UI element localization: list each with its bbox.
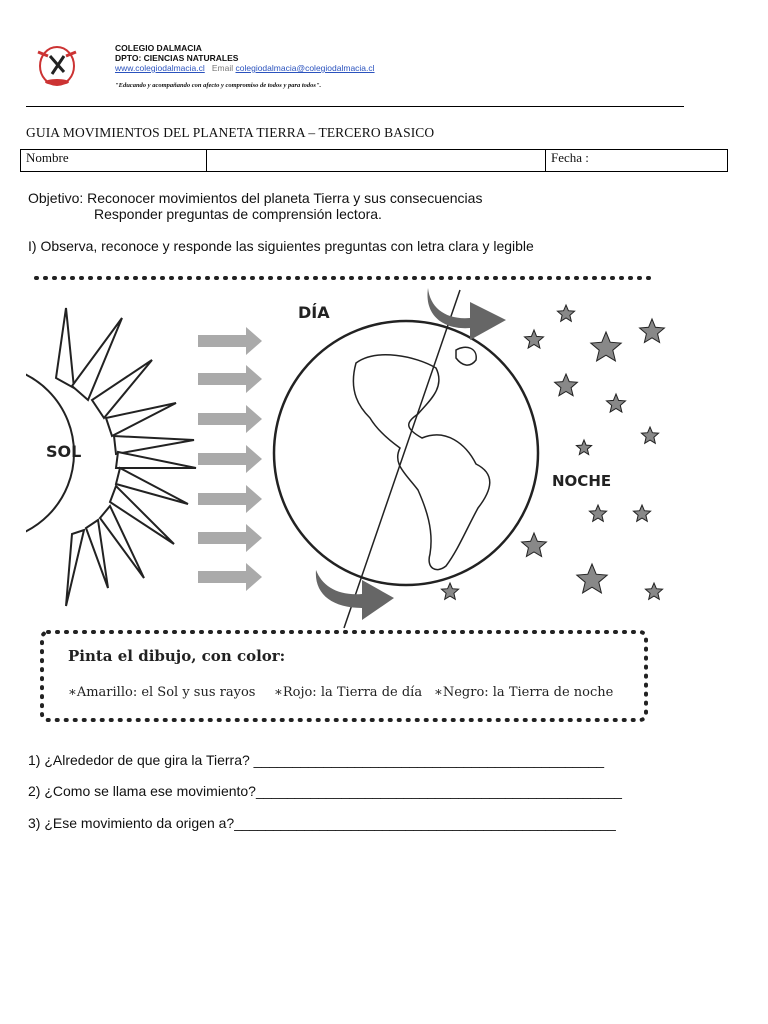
- date-field[interactable]: Fecha :: [546, 150, 728, 172]
- star-icon: [589, 505, 606, 521]
- star-icon: [640, 319, 665, 343]
- school-header: [115, 43, 375, 73]
- star-icon: [555, 374, 578, 396]
- light-arrows: [198, 327, 262, 591]
- page-title: GUIA MOVIMIENTOS DEL PLANETA TIERRA – TERCERO BASICO: [26, 125, 435, 140]
- sun-label: SOL: [46, 442, 82, 461]
- star-icon: [607, 394, 626, 412]
- objective-line-1: Objetivo: Reconocer movimientos del planeta Tierra y sus consecuencias: [28, 190, 483, 206]
- website-link[interactable]: www.colegiodalmacia.cl: [115, 63, 205, 73]
- question-1[interactable]: 1) ¿Alrededor de que gira la Tierra? _____________________________________________: [28, 752, 605, 768]
- color-item-yellow: ∗Amarillo: el Sol y sus rayos: [68, 685, 256, 700]
- earth-drawing: [274, 290, 538, 628]
- day-label: DÍA: [298, 303, 330, 322]
- night-label: NOCHE: [552, 472, 612, 490]
- star-icon: [591, 332, 621, 361]
- student-info-table: [20, 149, 728, 172]
- school-motto: "Educando y acompañando con afecto y compromiso de todos y para todos".: [115, 82, 322, 89]
- coloring-instruction-box: [42, 632, 646, 720]
- objective: [28, 190, 482, 222]
- department-name: DPTO: CIENCIAS NATURALES: [115, 53, 239, 63]
- objective-line-2: Responder preguntas de comprensión lectora.: [94, 206, 382, 222]
- star-icon: [576, 440, 591, 455]
- email-label: Email: [211, 63, 234, 73]
- star-icon: [645, 583, 662, 599]
- earth-rotation-illustration: [26, 268, 666, 730]
- color-item-red: ∗Rojo: la Tierra de día: [274, 685, 423, 700]
- name-label: Nombre: [21, 150, 207, 172]
- color-item-black: ∗Negro: la Tierra de noche: [434, 685, 614, 700]
- star-icon: [557, 305, 574, 321]
- school-name: COLEGIO DALMACIA: [115, 43, 202, 53]
- star-icon: [441, 583, 458, 599]
- star-icon: [525, 330, 544, 348]
- email-link[interactable]: colegiodalmacia@colegiodalmacia.cl: [235, 63, 375, 73]
- question-2[interactable]: 2) ¿Como se llama ese movimiento?_______________________________________________: [28, 783, 622, 799]
- school-logo: [34, 42, 80, 90]
- star-icon: [633, 505, 650, 521]
- star-icon: [522, 533, 547, 557]
- header-divider: [26, 106, 684, 107]
- name-field[interactable]: [207, 150, 546, 172]
- coloring-box-title: Pinta el dibujo, con color:: [68, 647, 286, 665]
- star-icon: [641, 427, 658, 443]
- instruction: I) Observa, reconoce y responde las siguientes preguntas con letra clara y legible: [28, 238, 534, 254]
- star-icon: [577, 564, 607, 593]
- question-3[interactable]: 3) ¿Ese movimiento da origen a?_________________________________________________: [28, 815, 616, 831]
